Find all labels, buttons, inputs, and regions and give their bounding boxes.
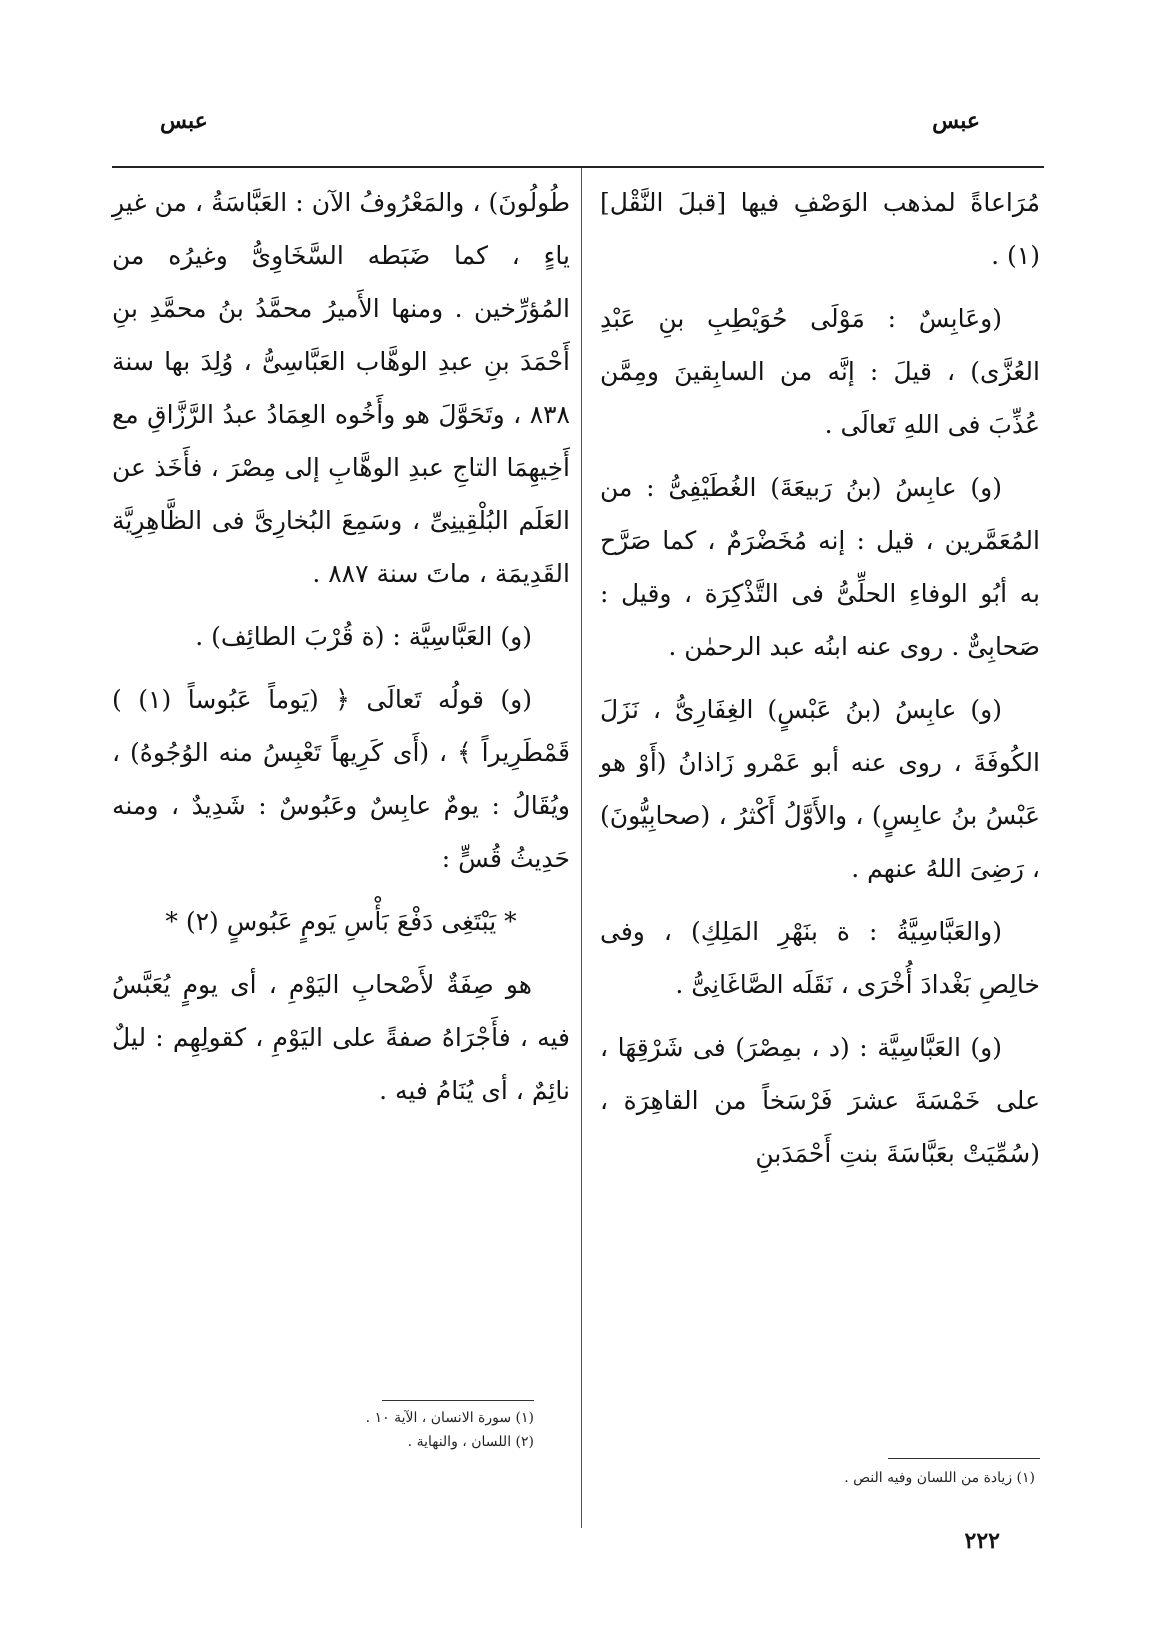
paragraph: طُولُونَ) ، والمَعْرُوفُ الآن : العَبَّاسَةُ ، من غيرِ ياءٍ ، كما ضَبَطه السَّخَاوِىُّ وغيرُه من المُؤرِّخين . ومنها الأَميرُ محمَّدُ بنُ محمَّدِ بنِ أَحْمَدَ بنِ عبدِ الوهَّاب العَبَّاسِىُّ ، وُلِدَ بها سنة ٨٣٨ ، وتَحَوَّلَ هو وأَخُوه العِمَادُ عبدُ الرَّزَّاقِ مع أَخِيهِمَا التاجِ عبدِ الوهَّابِ إلى مِصْرَ ، فأَخَذ عن العَلَم البُلْقِينِىِّ ، وسَمِعَ البُخارِىَّ فى الظَّاهِرِيَّة القَدِيمَة ، ماتَ سنة ٨٨٧ . bbox=[112, 188, 570, 588]
paragraph: (و) العَبَّاسِيَّة : (د ، بمِصْرَ) فى شَرْقِهَا ، على خَمْسَةَ عشرَ فَرْسَخاً من القاهِرَة ، (سُمِّيَتْ بعَبَّاسَةَ بنتِ أَحْمَدَبنِ bbox=[600, 1033, 1040, 1168]
paragraph: (وعَابِسٌ : مَوْلَى حُوَيْطِبِ بنِ عَبْدِ العُزَّى) ، قيلَ : إنَّه من السابِقينَ ومِمَّن عُذِّبَ فى اللهِ تَعالَى . bbox=[600, 304, 1040, 439]
footnote-rule-left bbox=[382, 1400, 534, 1401]
footnote: (٢) اللسان ، والنهاية . bbox=[407, 1434, 534, 1450]
right-column bbox=[600, 176, 1040, 1190]
paragraph: هو صِفَةٌ لأَصْحابِ اليَوْمِ ، أى يومٍ يُعَبَّسُ فيه ، فأَجْرَاهُ صفةً على اليَوْمِ ، كقولِهِم : ليلٌ نائِمٌ ، أى يُنَامُ فيه . bbox=[112, 970, 570, 1105]
paragraph: (و) عابِسُ (بنُ رَبيعَةَ) الغُطَيْفِىُّ : من المُعَمَّرين ، قيل : إنه مُخَضْرَمٌ ، كما صَرَّح به أبُو الوفاءِ الحلِّىُّ فى التَّذْكِرَة ، وقيل : صَحابِىٌّ . روى عنه ابنُه عبد الرحمٰن . bbox=[600, 473, 1040, 661]
footnote: (١) سورة الانسان ، الآية ١٠ . bbox=[365, 1410, 534, 1426]
paragraph: (والعَبَّاسِيَّةُ : ة بنَهْرِ المَلِكِ) ، وفى خالِصِ بَغْدادَ أُخْرَى ، نَقَلَه الصَّاغَانِىُّ . bbox=[600, 917, 1040, 999]
footnotes-right bbox=[615, 1466, 1035, 1490]
footnotes-left bbox=[114, 1406, 534, 1454]
paragraph: (و) عابِسُ (بنُ عَبْسٍ) الغِفَارِىُّ ، نَزَلَ الكُوفَةَ ، روى عنه أبو عَمْرو زَاذانُ (أَوْ هو عَبْسُ بنُ عابِسٍ) ، والأَوَّلُ أَكْثرُ ، (صحابِيُّونَ) ، رَضِىَ اللهُ عنهم . bbox=[600, 695, 1040, 883]
running-head-right: عبس bbox=[932, 108, 980, 134]
left-column bbox=[112, 176, 570, 1127]
footnote: (١) زيادة من اللسان وفيه النص . bbox=[844, 1470, 1035, 1486]
page-number: ٢٢٢ bbox=[964, 1528, 1000, 1554]
paragraph: (و) العَبَّاسِيَّة : (ة قُرْبَ الطائِف) . bbox=[195, 622, 532, 651]
running-head-left: عبس bbox=[160, 108, 208, 134]
column-divider bbox=[581, 168, 582, 1528]
verse-line: * يَبْتَغِى دَفْعَ بَأْسِ يَومٍ عَبُوسٍ (٢) * bbox=[165, 907, 517, 936]
header-rule bbox=[112, 166, 1044, 168]
paragraph: مُرَاعاةً لمذهب الوَصْفِ فيها [قبلَ النَّقْل] (١) . bbox=[600, 188, 1040, 270]
paragraph: (و) قولُه تَعالَى ﴿ (يَوماً عَبُوساً (١) ) قَمْطَرِيراً ﴾ ، (أَى كَرِيهاً تَعْبِسُ منه الوُجُوهُ) ، ويُقَالُ : يومٌ عابِسٌ وعَبُوسٌ : شَدِيدٌ ، ومنه حَدِيثُ قُسٍّ : bbox=[112, 685, 570, 873]
footnote-rule-right bbox=[888, 1458, 1040, 1459]
